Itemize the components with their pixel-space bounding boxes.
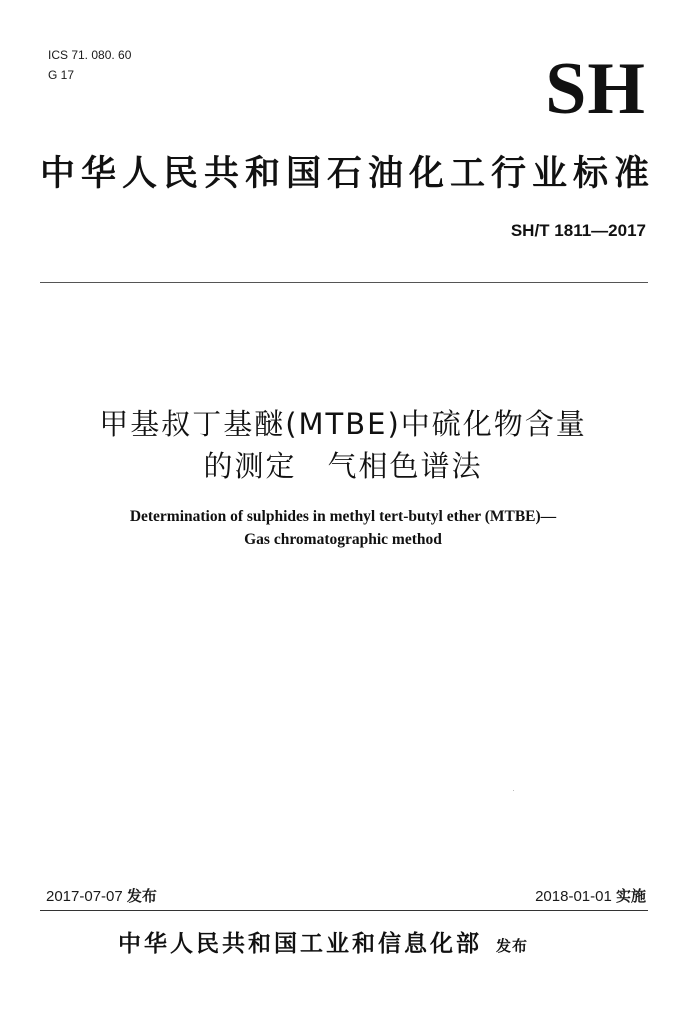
issue-date: 2017-07-07 (46, 888, 123, 905)
standard-number: SH/T 1811—2017 (510, 221, 646, 240)
document-title-en-line2: Gas chromatographic method (244, 531, 442, 548)
classification-code: G 17 (48, 68, 75, 82)
implementation-label: 实施 (615, 887, 646, 905)
publisher-line (118, 928, 528, 962)
implementation-date: 2018-01-01 (535, 888, 612, 905)
document-title-en-line1: Determination of sulphides in methyl tert-butyl ether (MTBE)— (129, 508, 557, 525)
document-title-cn-line2: 的测定 气相色谱法 (203, 449, 483, 483)
ics-code: ICS 71. 080. 60 (48, 48, 132, 62)
issue-date-line (46, 886, 157, 907)
standard-logo: SH (545, 48, 646, 130)
document-title-cn-line1: 甲基叔丁基醚(MTBE)中硫化物含量 (99, 407, 587, 441)
header-divider (40, 282, 648, 283)
implementation-date-line (535, 886, 646, 907)
publisher-name: 中华人民共和国工业和信息化部 (118, 931, 482, 957)
publisher-suffix: 发布 (496, 937, 529, 955)
footer-divider (40, 910, 648, 911)
standard-title: 中华人民共和国石油化工行业标准 (40, 154, 656, 194)
issue-label: 发布 (126, 887, 157, 905)
scan-speck (513, 790, 514, 791)
